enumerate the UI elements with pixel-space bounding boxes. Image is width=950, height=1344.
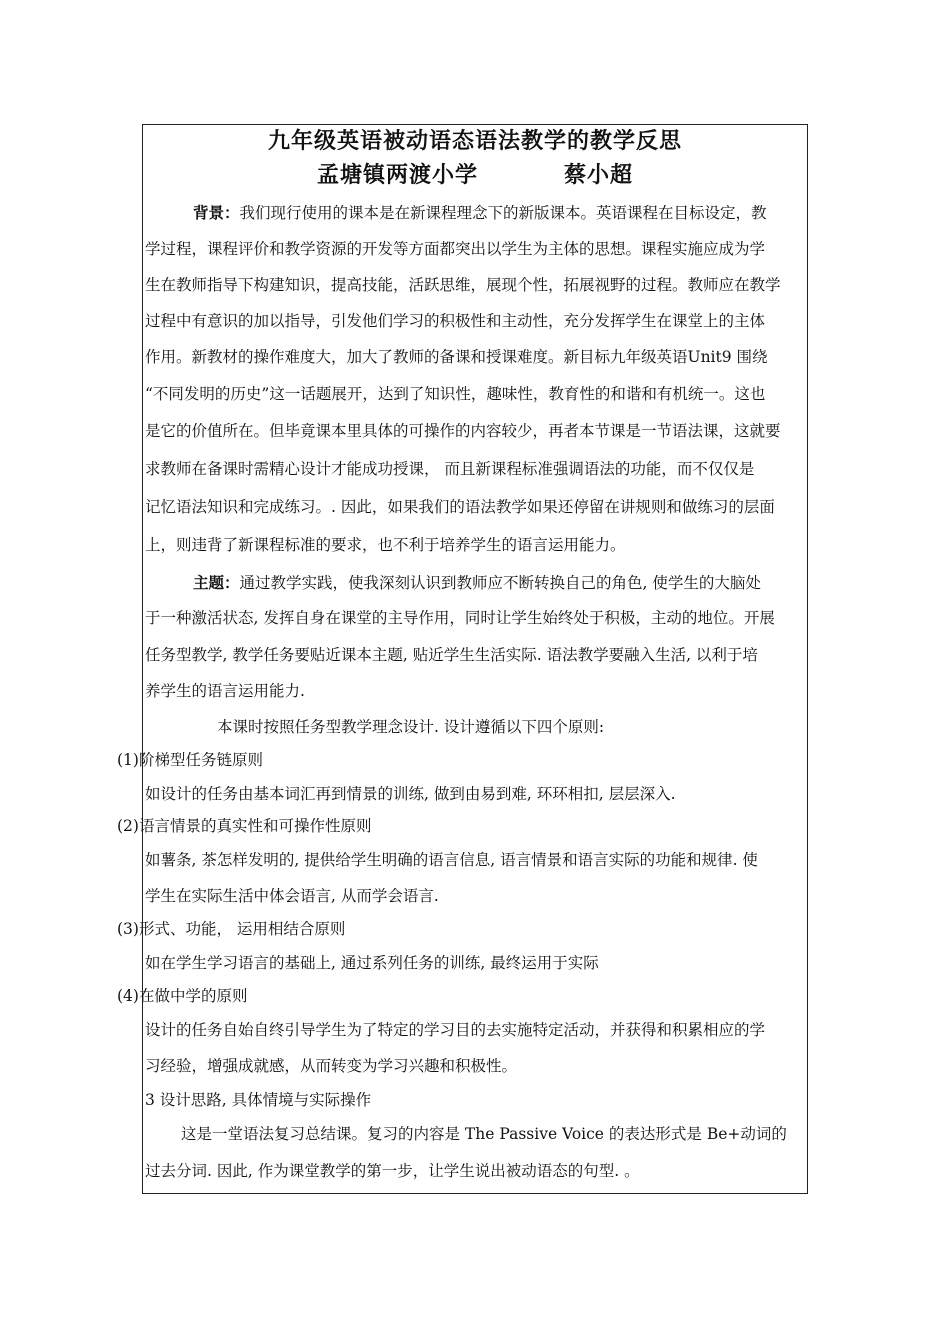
document-title: 九年级英语被动语态语法教学的教学反思 xyxy=(267,128,682,154)
background-line-3: 生在教师指导下构建知识，提高技能，活跃思维，展现个性，拓展视野的过程。教师应在教学 xyxy=(145,276,781,294)
principle-4-text-1: 设计的任务自始自终引导学生为了特定的学习目的去实施特定活动，并获得和积累相应的学 xyxy=(145,1021,766,1039)
school-name: 孟塘镇两渡小学 xyxy=(316,162,478,188)
background-line-6: “不同发明的历史”这一话题展开，达到了知识性，趣味性，教育性的和谐和有机统一。这也 xyxy=(145,385,766,403)
background-line-2: 学过程，课程评价和教学资源的开发等方面都突出以学生为主体的思想。课程实施应成为学 xyxy=(145,240,766,258)
principle-3-heading: (3)形式、功能， 运用相结合原则 xyxy=(117,920,346,938)
background-line-1: 背景：我们现行使用的课本是在新课程理念下的新版课本。英语课程在目标设定，教 xyxy=(193,203,767,222)
principle-4-heading: (4)在做中学的原则 xyxy=(117,987,248,1005)
principle-3-text: 如在学生学习语言的基础上, 通过系列任务的训练, 最终运用于实际 xyxy=(145,954,599,972)
principle-1-text: 如设计的任务由基本词汇再到情景的训练, 做到由易到难, 环环相扣, 层层深入. xyxy=(145,785,676,803)
section-3-line-1: 这是一堂语法复习总结课。复习的内容是 The Passive Voice 的表达形式是 Be+动词的 xyxy=(181,1125,787,1143)
theme-line-2: 于一种激活状态, 发挥自身在课堂的主导作用，同时让学生始终处于积极，主动的地位。开展 xyxy=(145,609,775,627)
theme-label: 主题： xyxy=(193,573,240,592)
principles-intro: 本课时按照任务型教学理念设计. 设计遵循以下四个原则: xyxy=(217,718,605,736)
principle-2-text-1: 如薯条, 茶怎样发明的, 提供给学生明确的语言信息, 语言情景和语言实际的功能和规律. 使 xyxy=(145,851,758,869)
background-line-4: 过程中有意识的加以指导，引发他们学习的积极性和主动性，充分发挥学生在课堂上的主体 xyxy=(145,312,766,330)
background-line-5: 作用。新教材的操作难度大，加大了教师的备课和授课难度。新目标九年级英语Unit9 围绕 xyxy=(145,348,768,366)
theme-line-4: 养学生的语言运用能力. xyxy=(145,682,305,700)
background-label: 背景： xyxy=(193,203,240,222)
principle-4-text-2: 习经验，增强成就感，从而转变为学习兴趣和积极性。 xyxy=(145,1057,518,1075)
section-3-line-2: 过去分词. 因此, 作为课堂教学的第一步，让学生说出被动语态的句型. 。 xyxy=(145,1162,640,1180)
byline xyxy=(142,158,808,192)
theme-line-3: 任务型教学, 教学任务要贴近课本主题, 贴近学生生活实际. 语法教学要融入生活, 以利于培 xyxy=(145,646,758,664)
theme-line-1: 主题：通过教学实践，使我深刻认识到教师应不断转换自己的角色, 使学生的大脑处 xyxy=(193,573,761,592)
background-line-9: 记忆语法知识和完成练习。. 因此，如果我们的语法教学如果还停留在讲规则和做练习的层面 xyxy=(145,498,775,516)
section-3-heading: 3 设计思路, 具体情境与实际操作 xyxy=(145,1091,372,1109)
principle-2-heading: (2)语言情景的真实性和可操作性原则 xyxy=(117,817,372,835)
principle-2-text-2: 学生在实际生活中体会语言, 从而学会语言. xyxy=(145,887,439,905)
principle-1-heading: (1)阶梯型任务链原则 xyxy=(117,751,263,769)
author-name: 蔡小超 xyxy=(564,162,634,188)
background-line-8: 求教师在备课时需精心设计才能成功授课， 而且新课程标准强调语法的功能，而不仅仅是 xyxy=(145,460,755,478)
background-line-7: 是它的价值所在。但毕竟课本里具体的可操作的内容较少，再者本节课是一节语法课，这就要 xyxy=(145,422,781,440)
background-line-10: 上，则违背了新课程标准的要求，也不利于培养学生的语言运用能力。 xyxy=(145,536,626,554)
